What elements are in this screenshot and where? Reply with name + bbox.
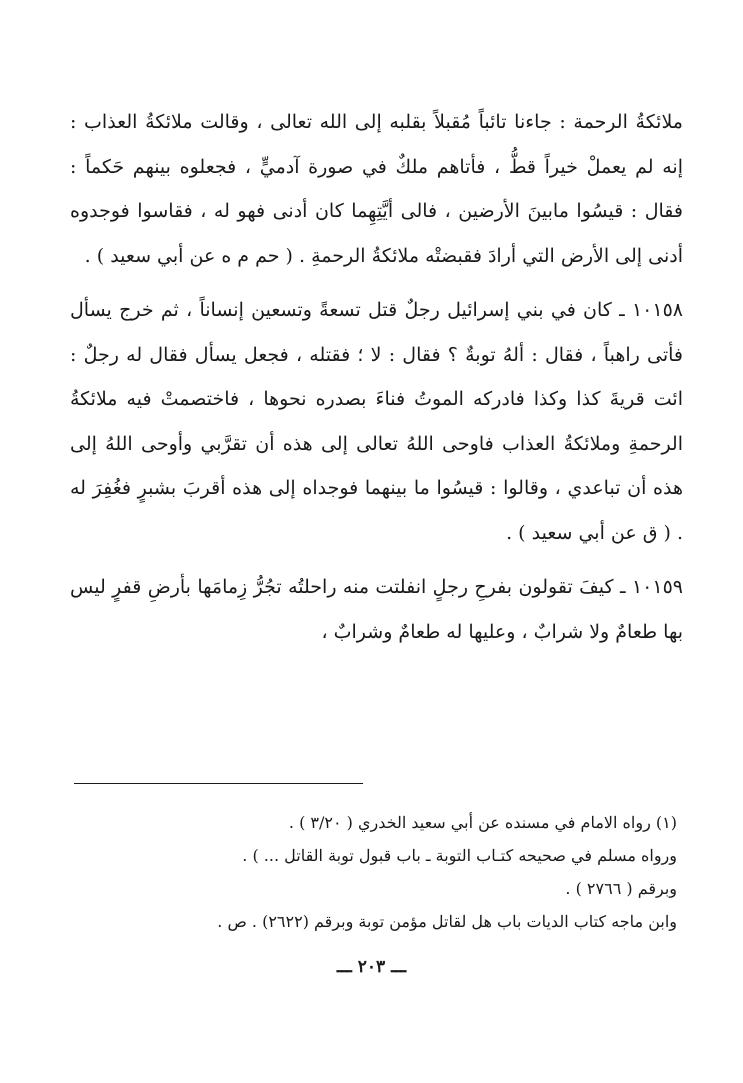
hadith-10158: ١٠١٥٨ ـ كان في بني إسرائيل رجلٌ قتل تسعةً وتسعين إنساناً ، ثم خرج يسأل فأتى راهباً ، فقال : ألهُ توبةٌ ؟ فقال : لا ؛ فقتله ، فجعل يسأل فقال له رجلٌ : ائت قريةَ كذا وكذا فادركه الموتُ فناءَ بصدره نحوها ، فاختصمتْ فيه ملائكةُ الرحمةِ وملائكةُ العذاب فاوحى اللهُ تعالى إلى هذه أن تقرَّبي وأوحى اللهُ إلى هذه أن تباعدي ، وقالوا : قيسُوا ما بينهما فوجداه إلى هذه أقربَ بشبرٍ فغُفِرَ له . ( ق عن أبي سعيد ) .	[70, 299, 683, 544]
page-number: ـــ ٢٠٣ ـــ	[336, 957, 407, 977]
footnote-line-2: ورواه مسلم في صحيحه كتـاب التوبة ـ باب قبول توبة القاتل ... ) .	[242, 846, 677, 865]
footnote-line-1: (١) رواه الامام في مسنده عن أبي سعيد الخدري ( ٣/٢٠ ) .	[288, 813, 677, 832]
footnote-line-4: وابن ماجه كتاب الديات باب هل لقاتل مؤمن توبة وبرقم (٢٦٢٢) . ص .	[217, 912, 677, 931]
main-text	[70, 100, 683, 654]
footnotes	[70, 806, 677, 938]
hadith-10159: ١٠١٥٩ ـ كيفَ تقولون بفرحِ رجلٍ انفلتت منه راحلتُه تجُرُّ زِمامَها بأرضِ قفرٍ ليس بها طعامٌ ولا شرابٌ ، وعليها له طعامٌ وشرابٌ ،	[70, 576, 683, 643]
paragraph-continuation: ملائكةُ الرحمة : جاءنا تائباً مُقبلاً بقلبه إلى الله تعالى ، وقالت ملائكةُ العذاب : إنه لم يعملْ خيراً قطُّ ، فأتاهم ملكٌ في صورة آدميٍّ ، فجعلوه بينهم حَكماً : فقال : قيسُوا مابينَ الأرضين ، فالى أيَّتِهِما كان أدنى فهو له ، فقاسوا فوجدوه أدنى إلى الأرض التي أرادَ فقبضتْه ملائكةُ الرحمةِ . ( حم م ه عن أبي سعيد ) .	[70, 111, 683, 267]
footnote-line-3: وبرقم ( ٢٧٦٦ ) .	[565, 879, 677, 898]
footnote-divider	[74, 783, 363, 784]
